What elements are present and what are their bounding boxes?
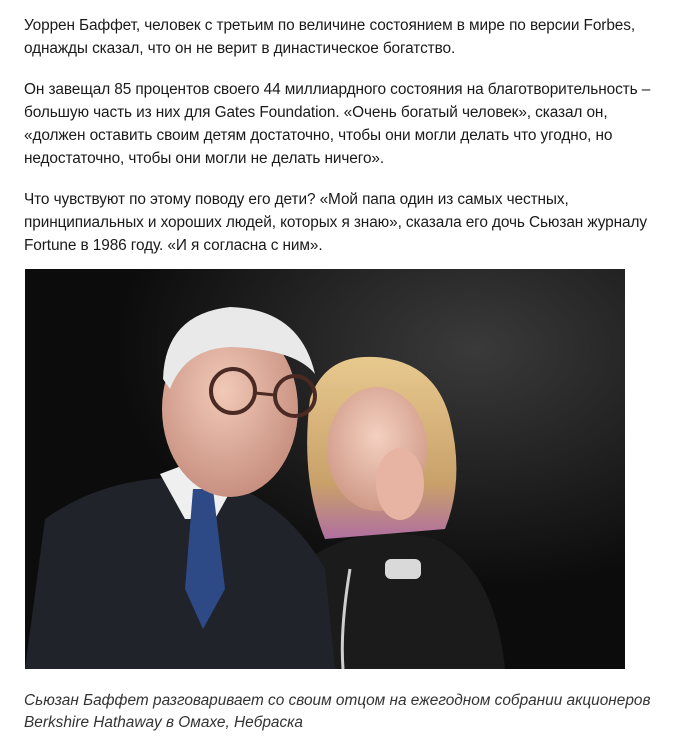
photo-caption: Сьюзан Баффет разговаривает со своим отцом на ежегодном собрании акционеров Berkshire Hathaway в Омахе, Небраска (24, 692, 651, 731)
article-paragraph-2: Он завещал 85 процентов своего 44 миллиардного состояния на благотворительность – большую часть из них для Gates Foundation. «Очень богатый человек», сказал он, «должен оставить своим детям достаточно, чтобы они могли делать что угодно, но недостаточно, чтобы они могли не делать ничего». (24, 81, 651, 167)
photo-illustration (25, 269, 625, 669)
article-paragraph-1: Уоррен Баффет, человек с третьим по величине состоянием в мире по версии Forbes, однажды сказал, что он не верит в династическое богатство. (24, 17, 636, 57)
article-photo (25, 269, 625, 669)
article-paragraph-3: Что чувствуют по этому поводу его дети? «Мой папа один из самых честных, принципиальных и хороших людей, которых я знаю», сказала его дочь Сьюзан журналу Fortune в 1986 году. «И я согласна с ним». (24, 191, 647, 254)
article-body (24, 14, 664, 275)
